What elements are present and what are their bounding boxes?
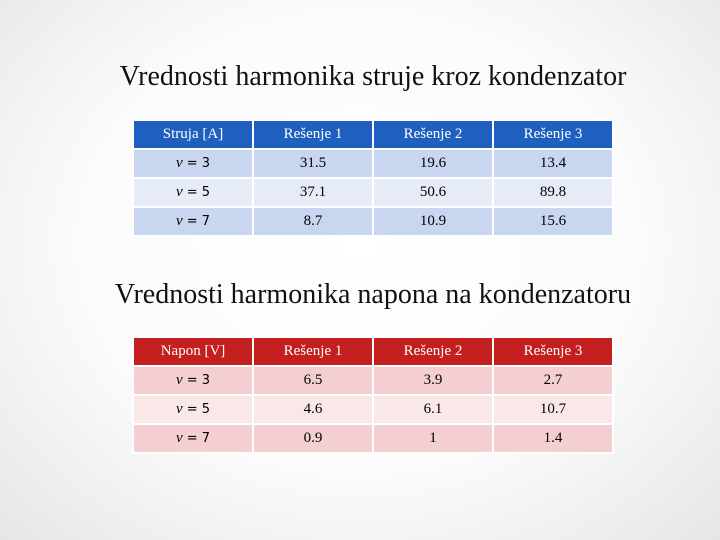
table-cell: 10.9 bbox=[373, 207, 493, 236]
table-cell: 50.6 bbox=[373, 178, 493, 207]
column-header: Napon [V] bbox=[133, 337, 253, 366]
voltage-harmonics-table bbox=[132, 336, 614, 454]
table-header-row bbox=[133, 120, 613, 149]
table-row bbox=[133, 366, 613, 395]
table-cell: 2.7 bbox=[493, 366, 613, 395]
table-cell: 0.9 bbox=[253, 424, 373, 453]
slide-title-voltage: Vrednosti harmonika napona na kondenzatoru bbox=[114, 279, 632, 310]
table-cell: 37.1 bbox=[253, 178, 373, 207]
table-cell: 13.4 bbox=[493, 149, 613, 178]
table-header-row bbox=[133, 337, 613, 366]
column-header: Rešenje 1 bbox=[253, 337, 373, 366]
column-header: Rešenje 3 bbox=[493, 120, 613, 149]
table-cell: 8.7 bbox=[253, 207, 373, 236]
table-row bbox=[133, 424, 613, 453]
table-cell: 6.5 bbox=[253, 366, 373, 395]
table-row bbox=[133, 395, 613, 424]
column-header: Rešenje 2 bbox=[373, 120, 493, 149]
table-cell: 89.8 bbox=[493, 178, 613, 207]
column-header: Rešenje 2 bbox=[373, 337, 493, 366]
column-header: Struja [A] bbox=[133, 120, 253, 149]
table-row bbox=[133, 178, 613, 207]
table-cell: 31.5 bbox=[253, 149, 373, 178]
harmonic-order-label: ν = 7 bbox=[133, 207, 253, 236]
table-row bbox=[133, 207, 613, 236]
harmonic-order-label: ν = 5 bbox=[133, 395, 253, 424]
slide-title-current: Vrednosti harmonika struje kroz kondenzator bbox=[119, 61, 627, 92]
table-cell: 3.9 bbox=[373, 366, 493, 395]
table-cell: 15.6 bbox=[493, 207, 613, 236]
table-cell: 10.7 bbox=[493, 395, 613, 424]
table-cell: 19.6 bbox=[373, 149, 493, 178]
column-header: Rešenje 3 bbox=[493, 337, 613, 366]
column-header: Rešenje 1 bbox=[253, 120, 373, 149]
table-row bbox=[133, 149, 613, 178]
table-cell: 1.4 bbox=[493, 424, 613, 453]
table-cell: 1 bbox=[373, 424, 493, 453]
table-cell: 4.6 bbox=[253, 395, 373, 424]
harmonic-order-label: ν = 7 bbox=[133, 424, 253, 453]
harmonic-order-label: ν = 5 bbox=[133, 178, 253, 207]
current-harmonics-table bbox=[132, 119, 614, 237]
harmonic-order-label: ν = 3 bbox=[133, 366, 253, 395]
harmonic-order-label: ν = 3 bbox=[133, 149, 253, 178]
table-cell: 6.1 bbox=[373, 395, 493, 424]
